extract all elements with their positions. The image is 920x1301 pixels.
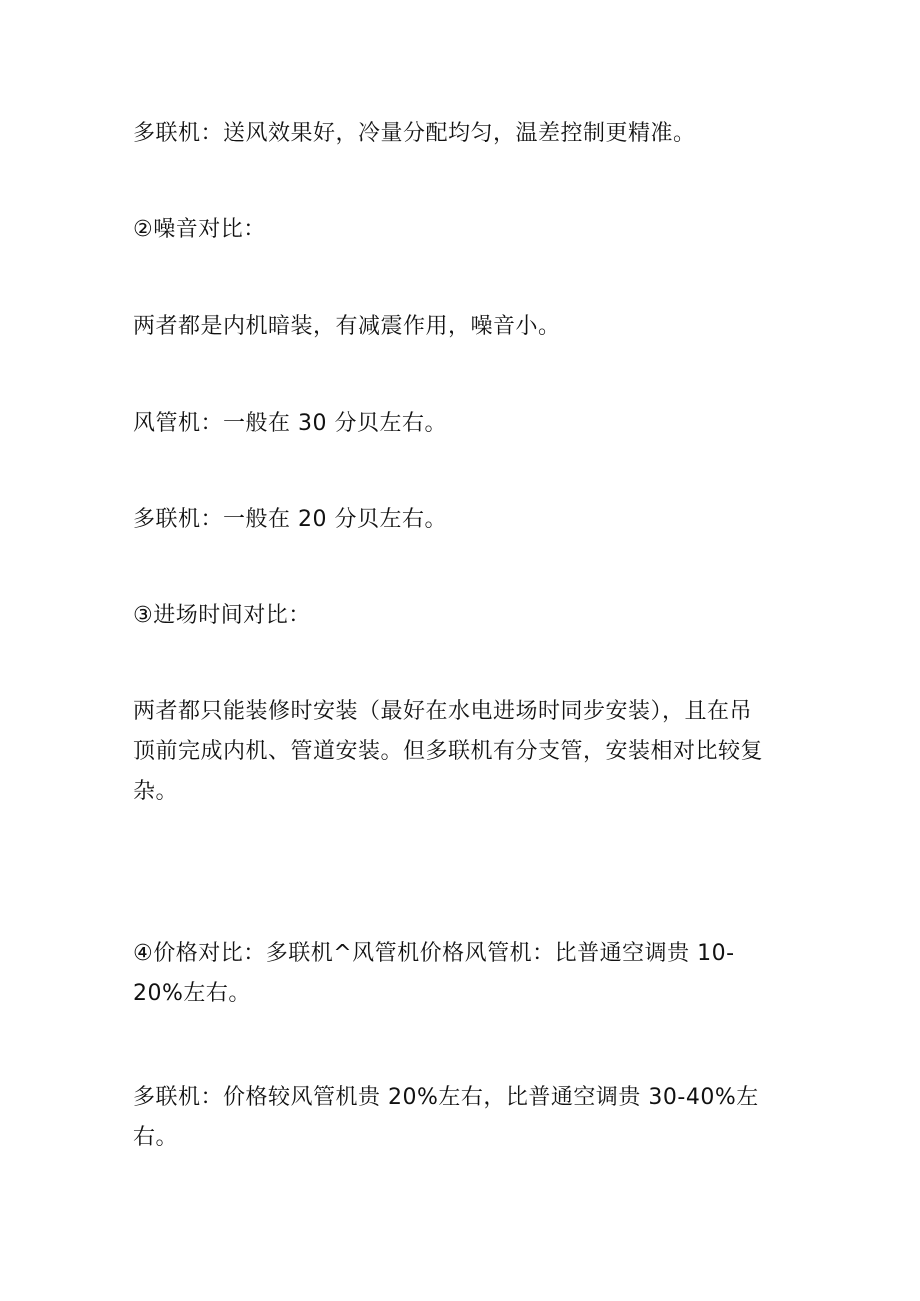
text-line: 杂。 <box>133 779 179 804</box>
paragraph-install-timing <box>133 692 793 812</box>
text-line: ④价格对比：多联机^风管机价格风管机：比普通空调贵 10- <box>133 941 735 966</box>
text-line: 右。 <box>133 1125 179 1150</box>
text-line: ②噪音对比： <box>133 217 266 242</box>
text-line: 两者都只能装修时安装（最好在水电进场时同步安装），且在吊 <box>133 699 753 724</box>
text-line: 多联机：一般在 20 分贝左右。 <box>133 507 447 532</box>
text-line: ③进场时间对比： <box>133 603 311 628</box>
text-line: 20%左右。 <box>133 981 251 1006</box>
paragraph-vrf-price <box>133 1078 793 1158</box>
text-line: 多联机：价格较风管机贵 20%左右，比普通空调贵 30-40%左 <box>133 1085 759 1110</box>
paragraph-vrf-noise <box>133 500 793 540</box>
paragraph-price-comparison <box>133 934 793 1014</box>
text-line: 两者都是内机暗装，有减震作用，噪音小。 <box>133 314 561 339</box>
text-line: 多联机：送风效果好，冷量分配均匀，温差控制更精准。 <box>133 121 696 146</box>
text-line: 风管机：一般在 30 分贝左右。 <box>133 411 447 436</box>
paragraph-duct-noise <box>133 404 793 444</box>
paragraph-noise-general <box>133 307 793 347</box>
text-line: 顶前完成内机、管道安装。但多联机有分支管，安装相对比较复 <box>133 739 764 764</box>
paragraph-vrf-airflow <box>133 114 793 154</box>
heading-install-timing <box>133 596 793 636</box>
heading-noise-comparison <box>133 210 793 250</box>
